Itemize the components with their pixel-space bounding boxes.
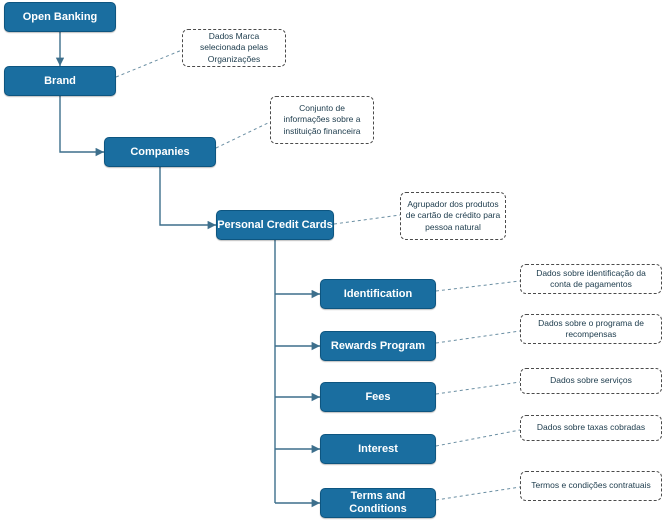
note-brand-text: Dados Marca selecionada pelas Organizações [199,31,269,64]
note-terms-and-conditions [520,471,662,501]
node-brand-label: Brand [44,74,76,87]
node-fees[interactable] [320,382,436,412]
leader-companies-note [216,122,270,148]
node-companies-label: Companies [130,145,190,158]
note-brand [182,29,286,67]
note-identification [520,264,662,294]
node-identification-label: Identification [343,287,413,300]
note-rewards-program [520,314,662,344]
note-terms-and-conditions-text: Termos e condições contratuais [531,480,651,491]
node-terms-and-conditions[interactable] [320,488,436,518]
note-rewards-program-text: Dados sobre o programa de recompensas [538,317,644,339]
node-personal-credit-cards[interactable] [216,210,334,240]
node-open-banking-label: Open Banking [22,10,98,23]
note-companies-text: Conjunto de informações sobre a instituição financeira [283,103,361,136]
leader-identification-note [436,281,520,291]
note-interest-text: Dados sobre taxas cobradas [536,422,646,433]
node-identification[interactable] [320,279,436,309]
leader-personal-credit-cards-note [334,215,400,224]
node-brand[interactable] [4,66,116,96]
leader-rewards-program-note [436,331,520,343]
node-interest[interactable] [320,434,436,464]
node-personal-credit-cards-label: Personal Credit Cards [217,218,333,231]
node-fees-label: Fees [365,390,391,403]
node-interest-label: Interest [358,442,398,455]
edge-brand-companies [60,96,104,152]
note-identification-text: Dados sobre identificação da conta de pagamentos [536,267,646,289]
leader-interest-note [436,430,520,446]
leader-brand-note [116,50,182,77]
note-fees [520,368,662,394]
node-open-banking[interactable] [4,2,116,32]
node-companies[interactable] [104,137,216,167]
note-personal-credit-cards-text: Agrupador dos produtos de cartão de crédito para pessoa natural [405,199,501,232]
node-rewards-program[interactable] [320,331,436,361]
note-fees-text: Dados sobre serviços [550,375,632,386]
leader-terms-and-conditions-note [436,487,520,500]
node-rewards-program-label: Rewards Program [330,339,426,352]
note-personal-credit-cards [400,192,506,240]
node-terms-and-conditions-label: Terms and Conditions [349,490,407,515]
leader-fees-note [436,382,520,394]
note-companies [270,96,374,144]
note-interest [520,415,662,441]
edge-companies-personal-credit-cards [160,167,216,225]
